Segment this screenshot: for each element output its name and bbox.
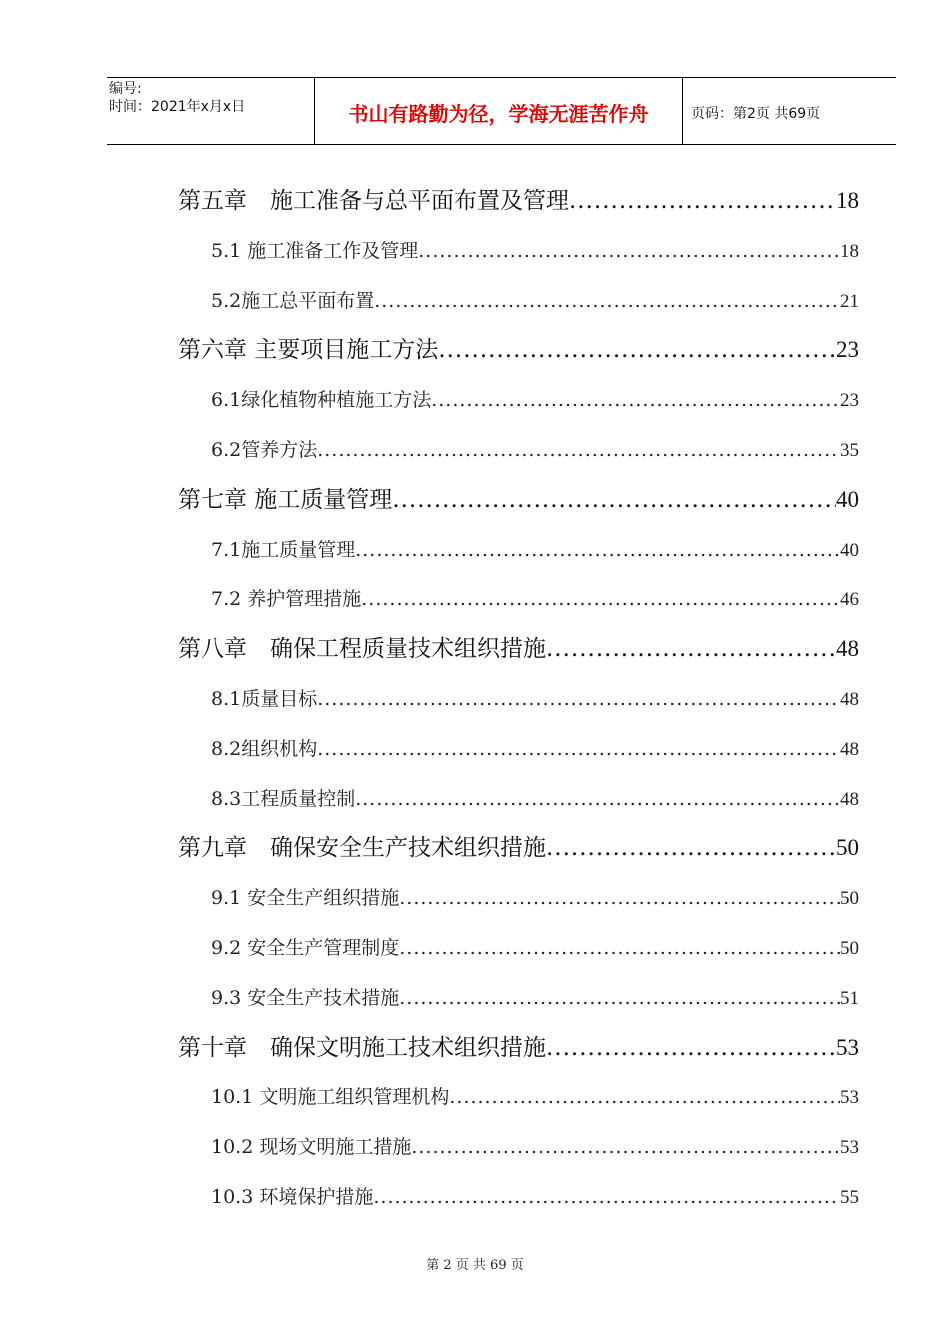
toc-entry-page-number: 18 [840, 240, 859, 262]
toc-entry-label: 9.1 安全生产组织措施 [211, 887, 400, 910]
header-meta [109, 80, 245, 116]
toc-entry-label: 7.1施工质量管理 [211, 538, 356, 561]
toc-dot-leader [449, 1086, 840, 1108]
toc-chapter-entry[interactable] [178, 481, 859, 514]
toc-entry-label: 7.2 养护管理措施 [211, 588, 362, 611]
toc-entry-page-number: 50 [840, 938, 859, 959]
toc-entry-page-number: 23 [836, 337, 859, 363]
toc-entry-page-number: 40 [836, 486, 859, 512]
toc-entry-page-number: 50 [840, 888, 859, 910]
toc-entry-page-number: 53 [840, 1087, 859, 1109]
toc-dot-leader [399, 887, 840, 909]
page-footer: 第 2 页 共 69 页 [426, 1258, 524, 1273]
toc-dot-leader [431, 389, 840, 411]
toc-entry-label: 10.3 环境保护措施 [211, 1186, 374, 1208]
toc-section-entry[interactable] [211, 385, 859, 412]
toc-entry-label: 10.1 文明施工组织管理机构 [211, 1086, 450, 1109]
toc-section-entry[interactable] [211, 584, 859, 611]
toc-dot-leader [317, 439, 840, 461]
page-header [107, 77, 896, 145]
toc-entry-label: 第五章 施工准备与总平面布置及管理 [178, 188, 569, 214]
header-page-info: 页码：第2页 共69页 [691, 106, 821, 122]
toc-entry-page-number: 55 [840, 1187, 859, 1208]
toc-entry-label: 第十章 确保文明施工技术组织措施 [178, 1034, 546, 1061]
toc-entry-page-number: 46 [840, 589, 859, 611]
doc-number-label: 编号: [109, 81, 142, 97]
toc-entry-label: 第七章 施工质量管理 [178, 486, 393, 513]
toc-chapter-entry[interactable] [178, 630, 859, 663]
toc-dot-leader [546, 1035, 836, 1061]
toc-entry-page-number: 35 [840, 440, 859, 461]
toc-dot-leader [355, 539, 840, 561]
toc-entry-label: 9.3 安全生产技术措施 [211, 986, 400, 1009]
toc-section-entry[interactable] [211, 236, 859, 263]
toc-chapter-entry[interactable] [178, 829, 859, 862]
header-motto: 书山有路勤为径，学海无涯苦作舟 [348, 102, 649, 126]
toc-entry-label: 8.1质量目标 [211, 688, 318, 710]
toc-section-entry[interactable] [211, 286, 859, 313]
toc-entry-page-number: 50 [836, 835, 859, 861]
toc-entry-page-number: 48 [840, 689, 859, 710]
toc-entry-page-number: 53 [836, 1034, 859, 1060]
toc-entry-label: 10.2 现场文明施工措施 [211, 1136, 412, 1159]
toc-dot-leader [546, 835, 836, 861]
toc-section-entry[interactable] [211, 933, 859, 960]
toc-section-entry[interactable] [211, 784, 859, 811]
toc-section-entry[interactable] [211, 1132, 859, 1159]
toc-section-entry[interactable] [211, 983, 859, 1010]
toc-section-entry[interactable] [211, 435, 859, 462]
toc-entry-page-number: 53 [840, 1137, 859, 1159]
toc-dot-leader [317, 738, 840, 760]
toc-entry-page-number: 48 [840, 738, 859, 760]
toc-chapter-entry[interactable] [178, 182, 859, 215]
toc-dot-leader [569, 188, 836, 214]
toc-entry-page-number: 23 [840, 390, 859, 412]
toc-dot-leader [361, 588, 840, 610]
header-divider [314, 78, 315, 144]
toc-entry-page-number: 18 [836, 188, 859, 213]
toc-dot-leader [392, 487, 836, 513]
toc-entry-label: 第八章 确保工程质量技术组织措施 [178, 636, 546, 663]
toc-dot-leader [355, 788, 840, 810]
toc-section-entry[interactable] [211, 684, 859, 711]
toc-dot-leader [546, 636, 836, 662]
toc-entry-label: 第六章 主要项目施工方法 [178, 337, 439, 364]
toc-entry-page-number: 21 [840, 290, 859, 312]
toc-entry-label: 5.2施工总平面布置 [211, 289, 375, 312]
toc-entry-page-number: 48 [840, 788, 859, 810]
toc-entry-label: 第九章 确保安全生产技术组织措施 [178, 835, 546, 862]
toc-dot-leader [418, 240, 840, 262]
toc-dot-leader [399, 987, 840, 1009]
header-divider [682, 78, 683, 144]
toc-section-entry[interactable] [211, 1082, 859, 1109]
toc-entry-label: 9.2 安全生产管理制度 [211, 937, 400, 959]
toc-section-entry[interactable] [211, 1182, 859, 1209]
toc-entry-label: 6.1绿化植物种植施工方法 [211, 389, 432, 412]
toc-section-entry[interactable] [211, 883, 859, 910]
toc-dot-leader [373, 1186, 840, 1208]
toc-chapter-entry[interactable] [178, 1029, 859, 1062]
toc-chapter-entry[interactable] [178, 331, 859, 364]
toc-dot-leader [374, 290, 840, 312]
toc-dot-leader [438, 337, 836, 363]
toc-entry-page-number: 51 [840, 987, 859, 1009]
toc-entry-label: 8.2组织机构 [211, 737, 318, 760]
toc-dot-leader [411, 1136, 840, 1158]
toc-entry-page-number: 48 [836, 636, 859, 662]
toc-dot-leader [399, 937, 840, 959]
toc-entry-label: 6.2管养方法 [211, 439, 318, 461]
toc-dot-leader [317, 688, 840, 710]
toc-section-entry[interactable] [211, 535, 859, 562]
toc-entry-label: 8.3工程质量控制 [211, 787, 356, 810]
toc-section-entry[interactable] [211, 734, 859, 761]
toc-entry-label: 5.1 施工准备工作及管理 [211, 239, 419, 262]
toc-entry-page-number: 40 [840, 539, 859, 561]
doc-time-label: 时间：2021年x月x日 [109, 99, 246, 115]
